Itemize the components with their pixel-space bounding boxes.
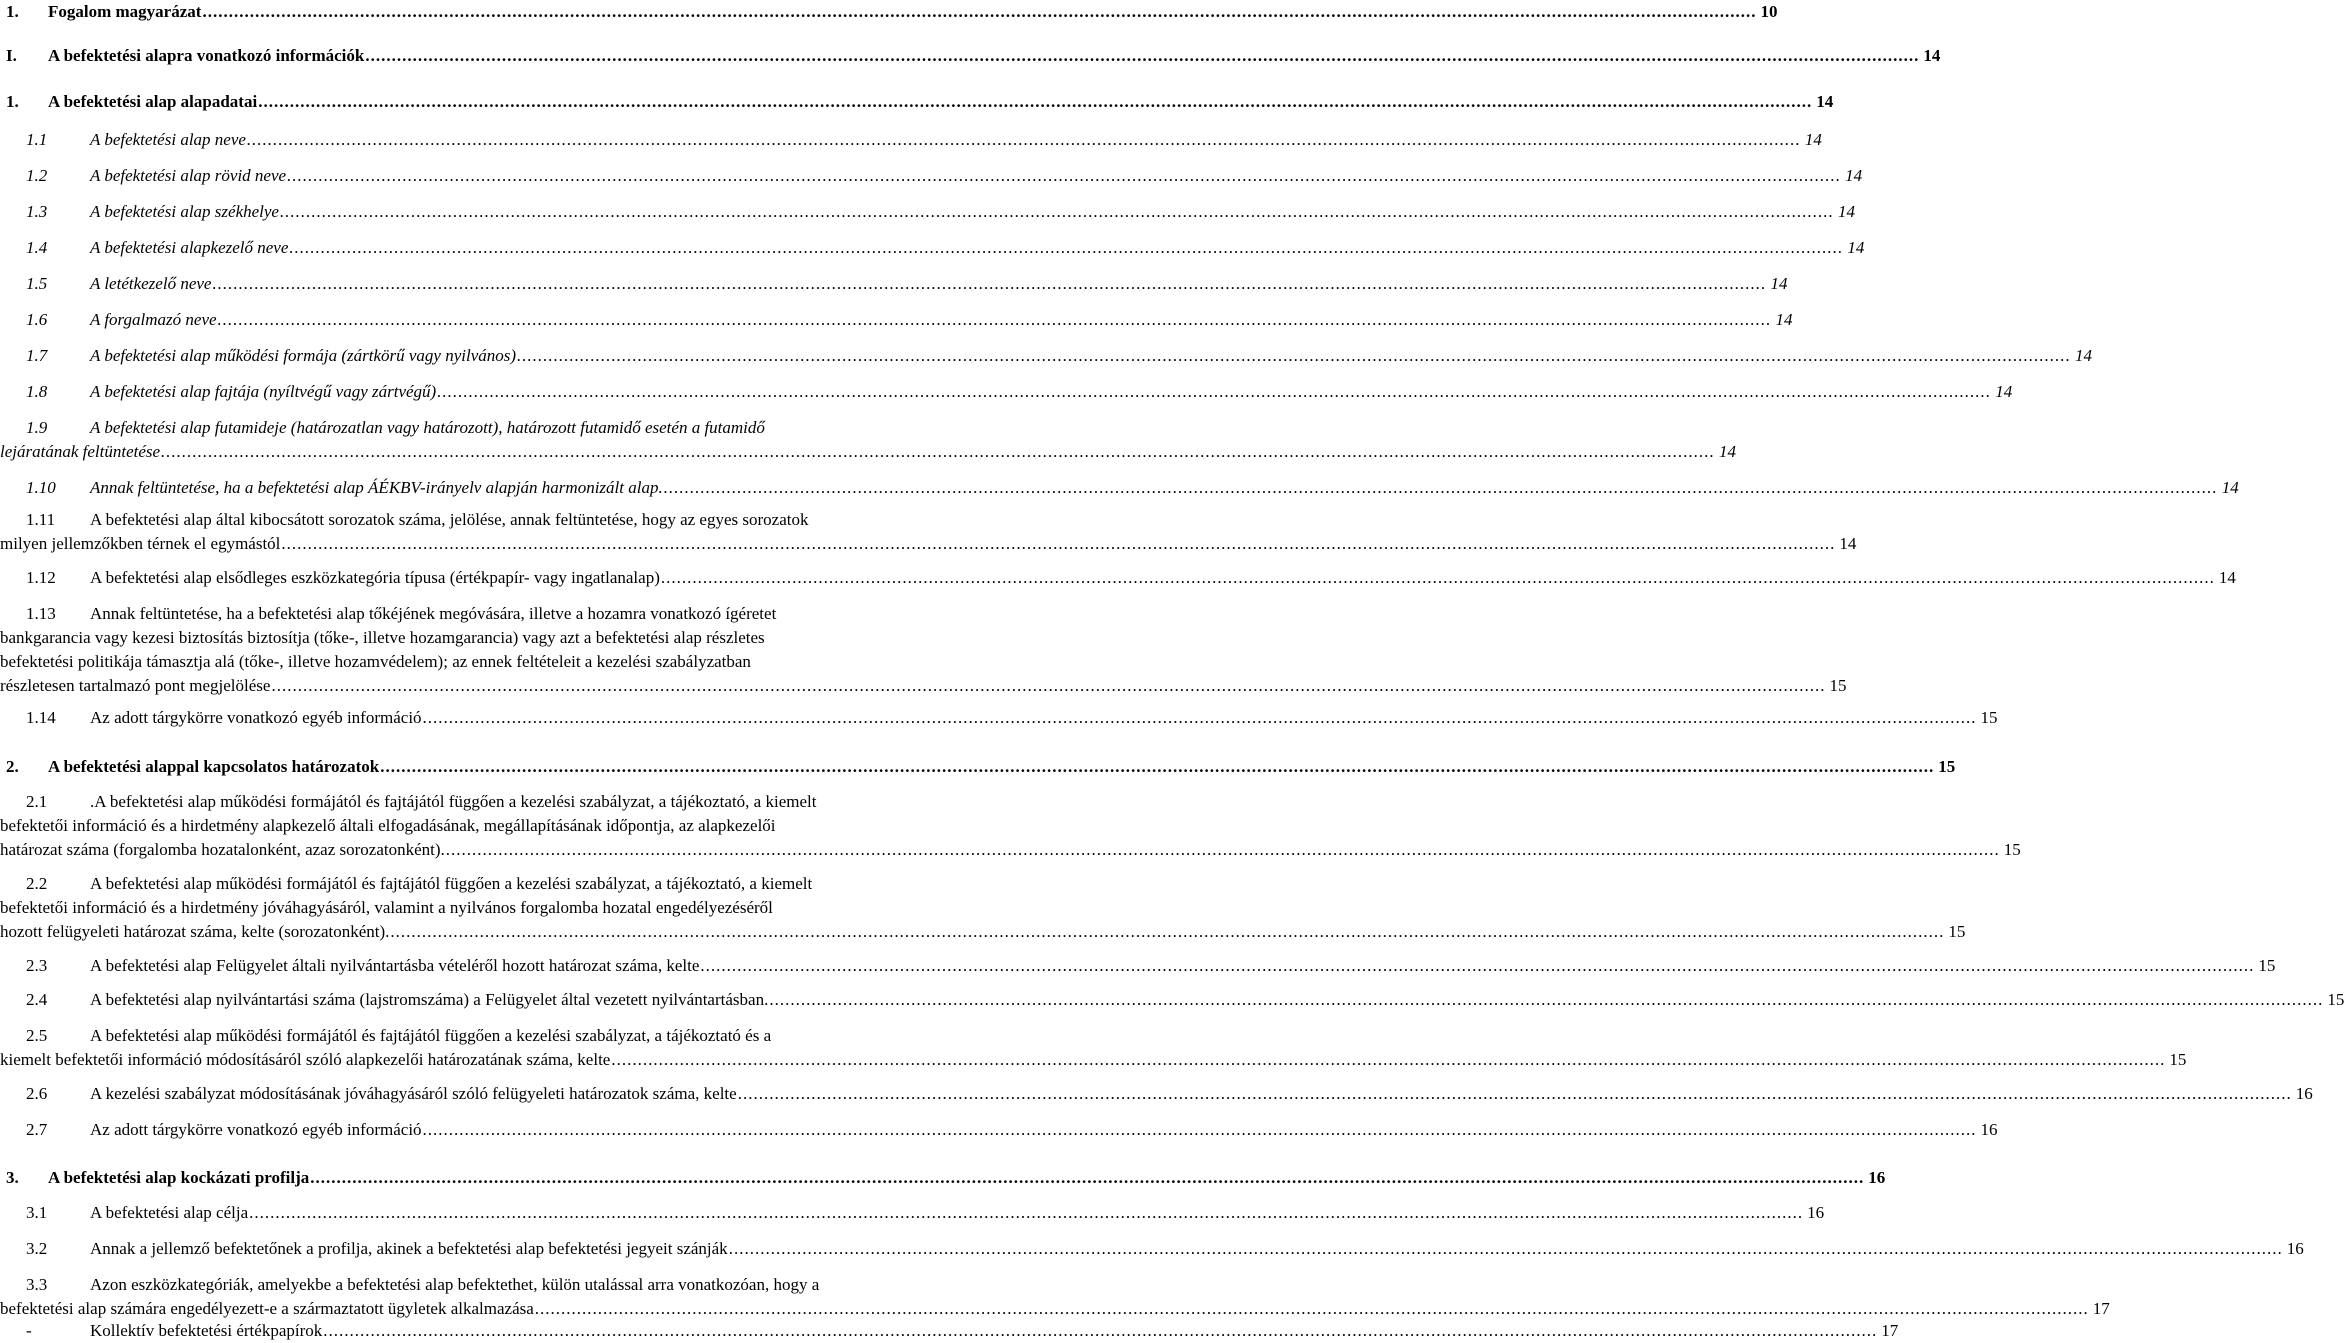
toc-entry-number: 1.6	[26, 310, 48, 329]
toc-entry[interactable]	[26, 128, 1822, 152]
toc-page-number[interactable]: 16	[2295, 1084, 2313, 1103]
toc-entry-number: 3.1	[26, 1203, 48, 1222]
toc-entry[interactable]	[26, 308, 1793, 332]
toc-entry-title: A befektetési alap elsődleges eszközkategória típusa (értékpapír- vagy ingatlanalap)	[90, 568, 660, 587]
toc-entry-title: A letétkezelő neve	[90, 274, 212, 293]
toc-page-number[interactable]: 14	[1995, 382, 2013, 401]
toc-entry[interactable]	[26, 954, 2276, 978]
toc-entry-title: Annak a jellemző befektetőnek a profilja, akinek a befektetési alap befektetési jegyeit szánják	[90, 1239, 728, 1258]
dot-leader	[212, 272, 1766, 296]
dot-leader	[437, 380, 1991, 404]
dot-leader	[423, 706, 1977, 730]
toc-entry[interactable]	[26, 344, 2093, 368]
toc-page-number[interactable]: 17	[1881, 1321, 1899, 1340]
toc-page-number[interactable]: 14	[1816, 92, 1834, 111]
toc-page-number[interactable]: 14	[1923, 46, 1941, 65]
toc-entry-number: 2.6	[26, 1084, 48, 1103]
toc-entry-title: A befektetési alappal kapcsolatos határozatok	[48, 757, 380, 776]
toc-page-number[interactable]: 15	[2169, 1050, 2187, 1069]
toc-entry[interactable]	[26, 380, 2013, 404]
toc-page-number[interactable]: 15	[2327, 990, 2344, 1009]
toc-page-number[interactable]: 15	[1948, 922, 1966, 941]
toc-entry[interactable]	[0, 1273, 2110, 1321]
toc-entry[interactable]	[6, 0, 1778, 24]
toc-entry-number: 1.12	[26, 568, 56, 587]
toc-page-number[interactable]: 14	[1770, 274, 1788, 293]
toc-page-number[interactable]: 14	[1804, 130, 1822, 149]
dot-leader	[247, 128, 1801, 152]
toc-entry[interactable]	[26, 1319, 1899, 1343]
toc-page-number[interactable]: 14	[2221, 478, 2239, 497]
toc-page-number[interactable]: 17	[2092, 1299, 2110, 1318]
toc-entry-title: befektetési alap számára engedélyezett-e a származtatott ügyletek alkalmazása	[0, 1299, 534, 1318]
toc-entry-title: A befektetési alapkezelő neve	[90, 238, 289, 257]
toc-page-number[interactable]: 16	[2286, 1239, 2304, 1258]
toc-page-number[interactable]: 14	[2075, 346, 2093, 365]
dot-leader	[258, 90, 1812, 114]
dot-leader	[289, 236, 1843, 260]
toc-entry-title: részletesen tartalmazó pont megjelölése	[0, 676, 271, 695]
toc-page-number[interactable]: 15	[2258, 956, 2276, 975]
dot-leader	[310, 1166, 1864, 1190]
toc-entry-title: befektetési politikája támasztja alá (tőke-, illetve hozamvédelem); az ennek feltételeit a kezelési szabályzatban	[0, 652, 751, 671]
toc-page-number[interactable]: 15	[1938, 757, 1956, 776]
toc-entry-number: 2.3	[26, 956, 48, 975]
toc-page-number[interactable]: 15	[1980, 708, 1998, 727]
toc-entry-title: A befektetési alap neve	[90, 130, 246, 149]
toc-entry[interactable]	[26, 236, 1865, 260]
dot-leader	[729, 1237, 2283, 1261]
toc-entry-number: 1.1	[26, 130, 48, 149]
toc-entry-number: 1.7	[26, 346, 48, 365]
toc-entry[interactable]	[26, 988, 2344, 1012]
toc-entry[interactable]	[6, 90, 1834, 114]
dot-leader	[769, 988, 2323, 1012]
toc-page-number[interactable]: 16	[1868, 1168, 1886, 1187]
toc-entry-title: bankgarancia vagy kezesi biztosítás biztosítja (tőke-, illetve hozamgarancia) vagy azt a befektetési alap részletes	[0, 628, 765, 647]
toc-entry-number: 2.7	[26, 1120, 48, 1139]
dot-leader	[390, 920, 1944, 944]
toc-page-number[interactable]: 14	[1775, 310, 1793, 329]
toc-entry[interactable]	[0, 508, 1857, 556]
toc-entry[interactable]	[26, 164, 1863, 188]
toc-entry-title: A befektetési alap alapadatai	[48, 92, 258, 111]
dot-leader	[365, 44, 1919, 68]
toc-entry-title: Az adott tárgykörre vonatkozó egyéb információ	[90, 708, 422, 727]
dot-leader	[535, 1297, 2089, 1321]
toc-page-number[interactable]: 14	[1847, 238, 1865, 257]
toc-entry[interactable]	[26, 1118, 1998, 1142]
toc-entry-number: 3.2	[26, 1239, 48, 1258]
dot-leader	[323, 1319, 1877, 1343]
toc-page-number[interactable]: 14	[1719, 442, 1737, 461]
toc-entry-title: A befektetési alapra vonatkozó információk	[48, 46, 365, 65]
dot-leader	[380, 755, 1934, 779]
toc-entry-title: Kollektív befektetési értékpapírok	[90, 1321, 323, 1340]
dot-leader	[423, 1118, 1977, 1142]
toc-entry-title: Fogalom magyarázat	[48, 2, 202, 21]
toc-entry-title: hozott felügyeleti határozat száma, kelte (sorozatonként).	[0, 922, 390, 941]
toc-entry-number: 1.13	[26, 604, 56, 623]
toc-entry-title: A befektetési alap futamideje (határozatlan vagy határozott), határozott futamidő esetén a futamidő	[90, 418, 765, 437]
toc-page-number[interactable]: 14	[1837, 202, 1855, 221]
toc-entry-title: A befektetési alap célja	[90, 1203, 249, 1222]
dot-leader	[249, 1201, 1803, 1225]
toc-entry-title: A befektetési alap működési formája (zártkörű vagy nyilvános)	[90, 346, 517, 365]
toc-page-number[interactable]: 14	[1845, 166, 1863, 185]
toc-entry[interactable]	[6, 1166, 1886, 1190]
toc-entry[interactable]	[0, 416, 1737, 464]
toc-entry-title: A kezelési szabályzat módosításának jóváhagyásáról szóló felügyeleti határozatok száma, kelte	[90, 1084, 737, 1103]
toc-page-number[interactable]: 16	[1807, 1203, 1825, 1222]
dot-leader	[661, 566, 2215, 590]
toc-entry-number: 1.2	[26, 166, 48, 185]
toc-entry-number: 1.14	[26, 708, 56, 727]
toc-page-number[interactable]: 16	[1980, 1120, 1998, 1139]
toc-entry-title: Annak feltüntetése, ha a befektetési alap ÁÉKBV-irányelv alapján harmonizált alap.	[90, 478, 663, 497]
toc-entry[interactable]	[26, 200, 1855, 224]
toc-entry-title: Annak feltüntetése, ha a befektetési alap tőkéjének megóvására, illetve a hozamra vonatkozó ígéretet	[90, 604, 777, 623]
toc-page-number[interactable]: 10	[1760, 2, 1778, 21]
toc-page-number[interactable]: 14	[1839, 534, 1857, 553]
toc-entry[interactable]	[26, 1237, 2304, 1261]
toc-entry-title: milyen jellemzőkben térnek el egymástól	[0, 534, 281, 553]
toc-entry[interactable]	[0, 602, 1847, 698]
toc-entry-number: 1.9	[26, 418, 48, 437]
toc-entry-title: befektetői információ és a hirdetmény jóváhagyásáról, valamint a nyilvános forgalomba hozatal engedélyezéséről	[0, 898, 773, 917]
toc-entry-title: határozat száma (forgalomba hozatalonként, azaz sorozatonként).	[0, 840, 445, 859]
toc-entry[interactable]	[0, 1024, 2187, 1072]
dot-leader	[202, 0, 1756, 24]
toc-entry[interactable]	[0, 790, 2021, 862]
toc-entry[interactable]	[26, 1082, 2313, 1106]
toc-entry-number: 3.	[6, 1168, 19, 1187]
toc-entry-number: 1.3	[26, 202, 48, 221]
toc-entry-title: A befektetési alap kockázati profilja	[48, 1168, 310, 1187]
toc-entry-title: .A befektetési alap működési formájától és fajtájától függően a kezelési szabályzat, a tájékoztató, a kiemelt	[90, 792, 817, 811]
dot-leader	[517, 344, 2071, 368]
toc-entry-title: A befektetési alap Felügyelet általi nyilvántartásba vételéről hozott határozat száma, kelte	[90, 956, 700, 975]
dot-leader	[664, 476, 2218, 500]
toc-entry[interactable]	[26, 1201, 1825, 1225]
toc-entry-number: 2.4	[26, 990, 48, 1009]
toc-page-number[interactable]: 14	[2218, 568, 2236, 587]
toc-entry-title: A befektetési alap rövid neve	[90, 166, 287, 185]
toc-entry[interactable]	[6, 44, 1941, 68]
toc-entry[interactable]	[26, 566, 2236, 590]
toc-entry-title: lejáratának feltüntetése	[0, 442, 161, 461]
toc-entry[interactable]	[0, 872, 1966, 944]
toc-entry-number: 2.1	[26, 792, 48, 811]
toc-entry-title: A forgalmazó neve	[90, 310, 217, 329]
toc-entry-title: A befektetési alap fajtája (nyíltvégű vagy zártvégű)	[90, 382, 437, 401]
toc-entry-number: 1.11	[26, 510, 56, 529]
toc-page-number[interactable]: 15	[1829, 676, 1847, 695]
toc-entry-number: 1.10	[26, 478, 56, 497]
toc-entry-number: 2.5	[26, 1026, 48, 1045]
dot-leader	[280, 200, 1834, 224]
toc-entry-number: 1.8	[26, 382, 48, 401]
toc-entry-title: A befektetési alap által kibocsátott sorozatok száma, jelölése, annak feltüntetése, hogy az egyes sorozatok	[90, 510, 809, 529]
toc-entry-number: I.	[6, 46, 17, 65]
dot-leader	[700, 954, 2254, 978]
dot-leader	[738, 1082, 2292, 1106]
toc-entry-number: 2.	[6, 757, 19, 776]
dot-leader	[218, 308, 1772, 332]
dot-leader	[446, 838, 2000, 862]
toc-entry-title: befektetői információ és a hirdetmény alapkezelő általi elfogadásának, megállapításának időpontja, az alapkezelői	[0, 816, 776, 835]
toc-entry[interactable]	[26, 272, 1788, 296]
toc-entry-number: -	[26, 1321, 32, 1340]
toc-entry-title: Azon eszközkategóriák, amelyekbe a befektetési alap befektethet, külön utalással arra vonatkozóan, hogy a	[90, 1275, 820, 1294]
dot-leader	[281, 532, 1835, 556]
toc-entry[interactable]	[26, 706, 1998, 730]
toc-entry-title: A befektetési alap nyilvántartási száma (lajstromszáma) a Felügyelet által vezetett nyilvántartásban.	[90, 990, 769, 1009]
toc-entry[interactable]	[6, 755, 1956, 779]
toc-entry-title: Az adott tárgykörre vonatkozó egyéb információ	[90, 1120, 422, 1139]
toc-entry-number: 3.3	[26, 1275, 48, 1294]
toc-page-number[interactable]: 15	[2003, 840, 2021, 859]
toc-entry-number: 1.	[6, 2, 19, 21]
toc-entry-title: A befektetési alap működési formájától és fajtájától függően a kezelési szabályzat, a tájékoztató és a	[90, 1026, 772, 1045]
toc-entry-number: 2.2	[26, 874, 48, 893]
toc-entry[interactable]	[26, 476, 2239, 500]
dot-leader	[271, 674, 1825, 698]
dot-leader	[611, 1048, 2165, 1072]
toc-entry-title: A befektetési alap működési formájától és fajtájától függően a kezelési szabályzat, a tájékoztató, a kiemelt	[90, 874, 813, 893]
toc-entry-number: 1.	[6, 92, 19, 111]
toc-entry-number: 1.5	[26, 274, 48, 293]
dot-leader	[161, 440, 1715, 464]
toc-entry-title: A befektetési alap székhelye	[90, 202, 279, 221]
dot-leader	[287, 164, 1841, 188]
toc-entry-number: 1.4	[26, 238, 48, 257]
toc-entry-title: kiemelt befektetői információ módosításáról szóló alapkezelői határozatának száma, kelte	[0, 1050, 611, 1069]
